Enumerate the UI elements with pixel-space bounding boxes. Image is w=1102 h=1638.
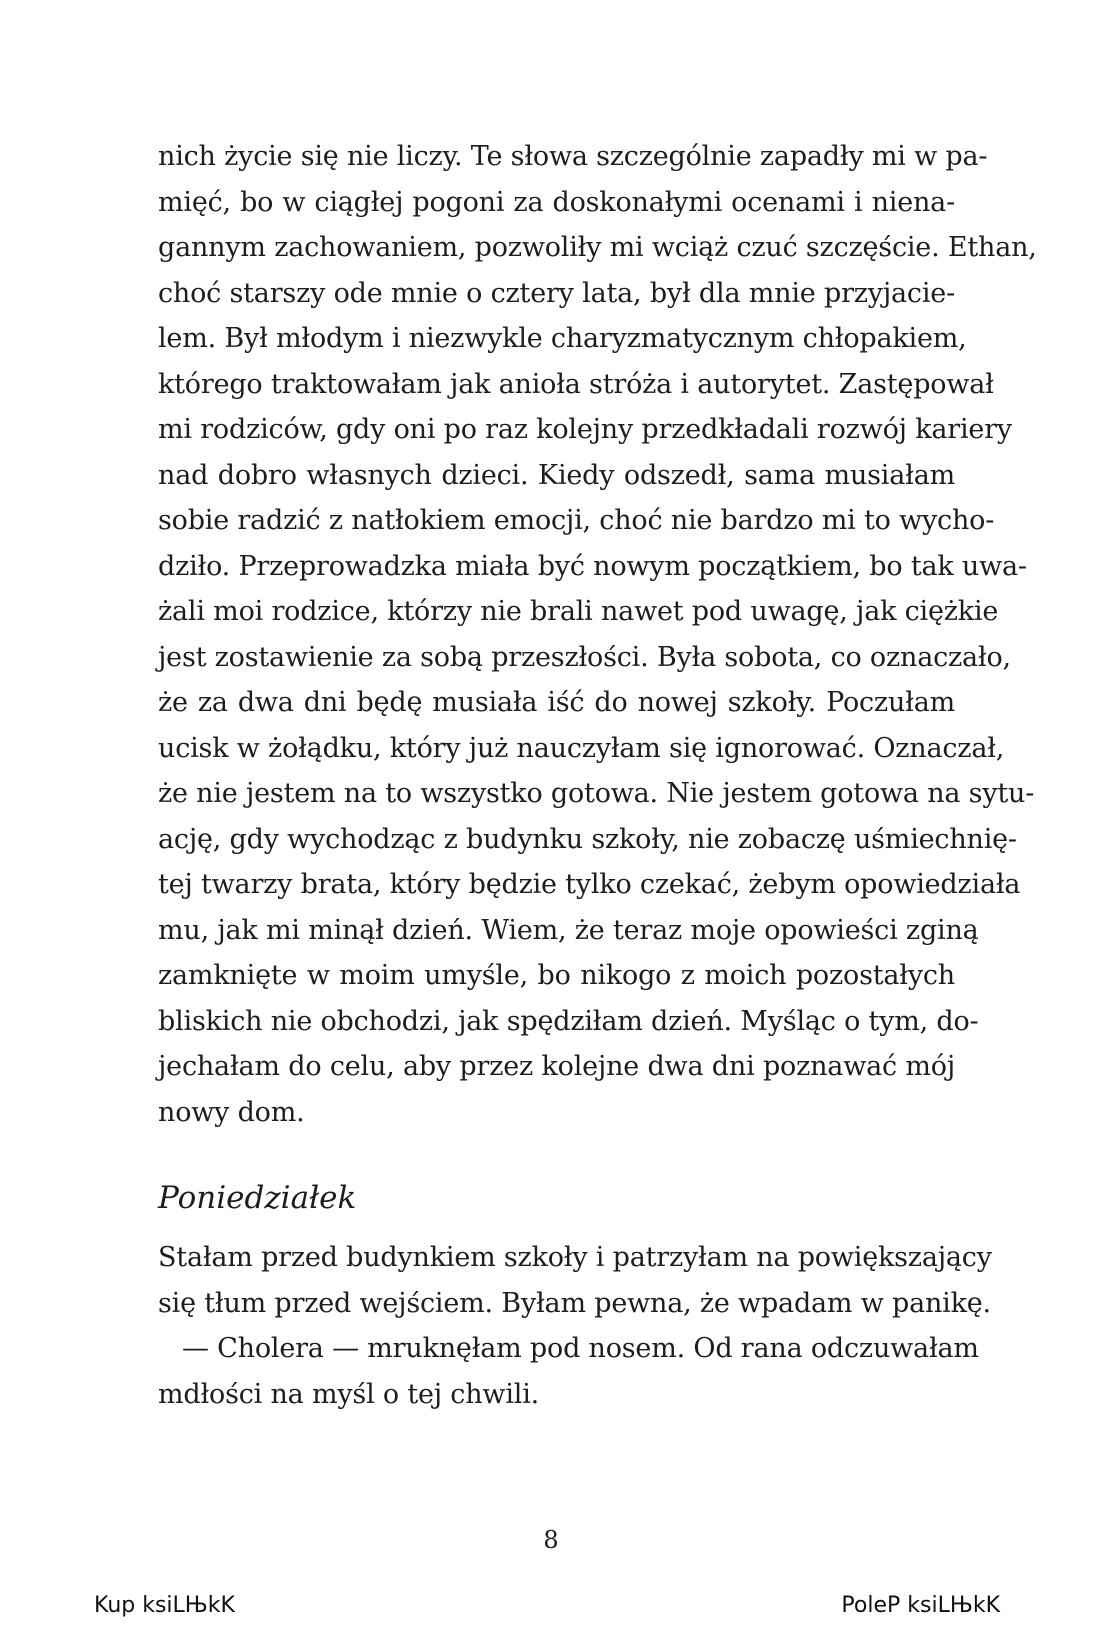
page-number: 8 [543, 1526, 559, 1554]
text-line: Stałam przed budynkiem szkoły i patrzyłam na powiększający [158, 1242, 992, 1273]
text-line: jechałam do celu, aby przez kolejne dwa dni poznawać mój [158, 1051, 955, 1082]
text-line: bliskich nie obchodzi, jak spędziłam dzień. Myśląc o tym, do- [158, 1005, 979, 1037]
text-line: którego traktowałam jak anioła stróża i autorytet. Zastępował [158, 368, 994, 400]
text-line: gannym zachowaniem, pozwoliły mi wciąż czuć szczęście. Ethan, [158, 232, 1037, 263]
text-line: mu, jak mi minął dzień. Wiem, że teraz moje opowieści zginą [158, 914, 979, 946]
text-line: zamknięte w moim umyśle, bo nikogo z moich pozostałych [158, 960, 955, 991]
text-line: że za dwa dni będę musiała iść do nowej szkoły. Poczułam [158, 687, 955, 718]
body-text-top [158, 134, 1037, 1135]
section-heading: Poniedziałek [158, 1180, 357, 1216]
text-line: ucisk w żołądku, który już nauczyłam się ignorować. Oznaczał, [158, 732, 1005, 764]
text-line: nich życie się nie liczy. Te słowa szczególnie zapadły mi w pa- [158, 141, 988, 172]
text-line: mi rodziców, gdy oni po raz kolejny przedkładali rozwój kariery [158, 414, 1012, 445]
text-line: jest zostawienie za sobą przeszłości. Była sobota, co oznaczało, [158, 641, 1011, 673]
text-line: dziło. Przeprowadzka miała być nowym początkiem, bo tak uwa- [158, 550, 1027, 582]
text-line: mięć, bo w ciągłej pogoni za doskonałymi ocenami i niena- [158, 186, 955, 218]
text-line: choć starszy ode mnie o cztery lata, był dla mnie przyjacie- [158, 277, 955, 309]
text-line: sobie radzić z natłokiem emocji, choć nie bardzo mi to wycho- [158, 505, 995, 536]
text-line: — Cholera — mruknęłam pod nosem. Od rana odczuwałam [182, 1333, 979, 1364]
text-line: się tłum przed wejściem. Byłam pewna, że wpadam w panikę. [158, 1287, 991, 1319]
text-line: że nie jestem na to wszystko gotowa. Nie jestem gotowa na sytu- [158, 778, 1035, 809]
text-line: nad dobro własnych dzieci. Kiedy odszedł, sama musiałam [158, 459, 955, 491]
text-line: ację, gdy wychodząc z budynku szkoły, nie zobaczę uśmiechnię- [158, 823, 1017, 855]
recommend-book-link[interactable]: PoleP ksiLЊkK [841, 1593, 1000, 1618]
text-line: tej twarzy brata, który będzie tylko czekać, żebym opowiedziała [158, 869, 1021, 900]
text-line: nowy dom. [158, 1096, 305, 1128]
text-line: lem. Był młodym i niezwykle charyzmatycznym chłopakiem, [158, 323, 967, 354]
buy-book-link[interactable]: Kup ksiLЊkK [94, 1593, 235, 1618]
body-text-bottom [158, 1235, 992, 1417]
text-line: mdłości na myśl o tej chwili. [158, 1378, 540, 1410]
text-line: żali moi rodzice, którzy nie brali nawet pod uwagę, jak ciężkie [158, 596, 999, 627]
